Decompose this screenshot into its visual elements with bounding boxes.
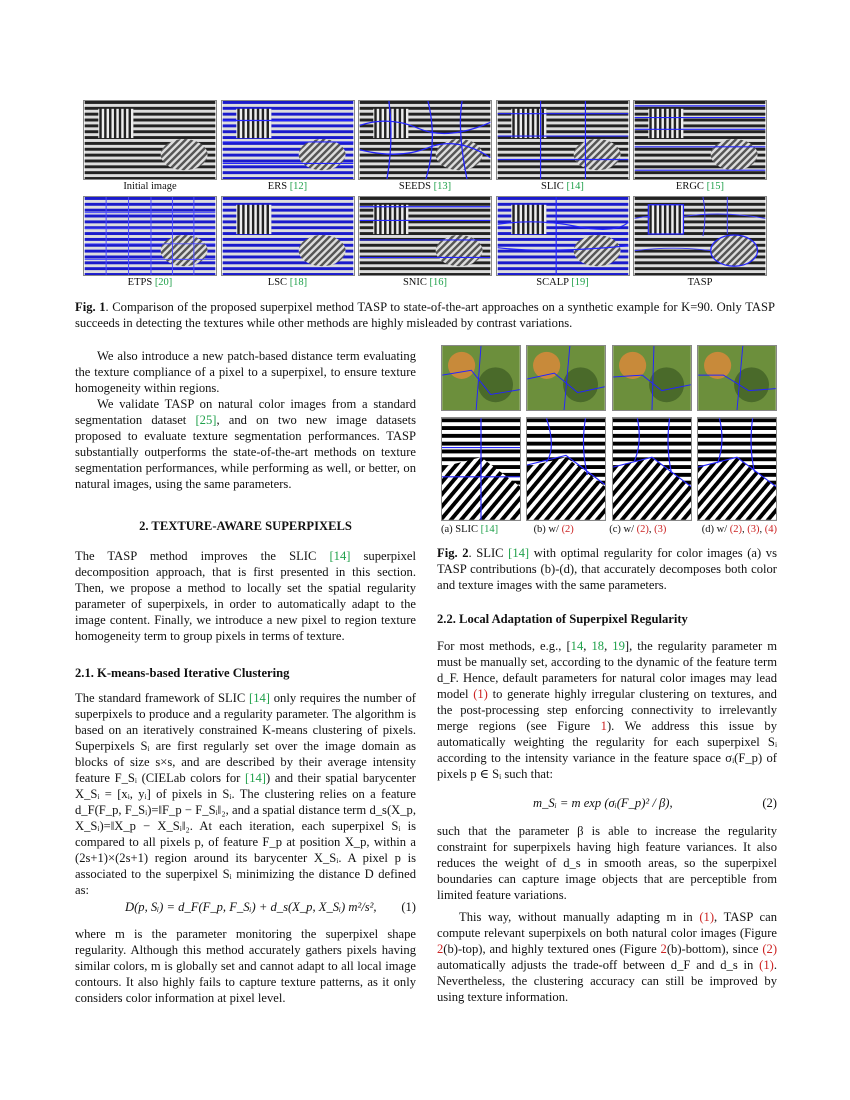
fig1-initial-image-cell: Initial image	[83, 100, 217, 195]
fig1-thumb-snic	[358, 196, 492, 276]
fig1-thumb-initial	[83, 100, 217, 180]
fig1-thumb-ers	[221, 100, 355, 180]
fig1-tasp-cell: TASP	[633, 196, 767, 291]
fig2-label-a: (a) SLIC [14]	[441, 524, 499, 535]
fig2-label-c: (c) w/ (2), (3)	[609, 524, 667, 535]
fig1-thumb-ergc	[633, 100, 767, 180]
equation-1-number: (1)	[401, 900, 416, 914]
subsection-2-1-heading: 2.1. K-means-based Iterative Clustering	[75, 666, 290, 680]
fig1-ers-cell: ERS [12]	[221, 100, 355, 195]
fig2-texture-c	[612, 417, 692, 521]
fig2-label-d: (d) w/ (2), (3), (4)	[701, 524, 777, 535]
fig2-natural-slic	[441, 345, 521, 411]
equation-1-body: D(p, Sᵢ) = d_F(F_p, F_Sᵢ) + d_s(X_p, X_Sᵢ) m²/s²,	[125, 900, 377, 914]
paragraph-beta: such that the parameter β is able to increase the regularity constraint for superpixels having high feature variances. It also reduces the weight of d_s in smooth areas, so the superpixel boundaries can capture image objects that are perceptible from limited feature variations.	[437, 824, 777, 902]
fig1-thumb-lsc	[221, 196, 355, 276]
figure-2	[441, 345, 777, 537]
figure-2-sublabels	[441, 523, 777, 537]
fig2-texture-b	[526, 417, 606, 521]
fig2-natural-b	[526, 345, 606, 411]
paragraph-intro-patch: We also introduce a new patch-based distance term evaluating the texture compliance of a pixel to a superpixel, to ensure texture homogeneity within regions.	[75, 349, 416, 395]
fig2-texture-slic	[441, 417, 521, 521]
fig1-thumb-etps	[83, 196, 217, 276]
fig2-texture-d	[697, 417, 777, 521]
fig1-lsc-cell: LSC [18]	[221, 196, 355, 291]
fig1-ergc-cell: ERGC [15]	[633, 100, 767, 195]
fig1-slic-cell: SLIC [14]	[496, 100, 630, 195]
figure-2-caption: Fig. 2. SLIC [14] with optimal regularity for color images (a) vs TASP contributions (b)-(d), that accurately decomposes both color and texture images with the same parameters.	[437, 546, 777, 592]
paragraph-kmeans: The standard framework of SLIC [14] only requires the number of superpixels to produce and a regularity parameter. The algorithm is based on an iteratively constrained K-means clustering of pixels. Superpixels Sᵢ are first regularly set over the image domain as blocks of size s×s, and are described by their average intensity feature F_Sᵢ (CIELab colors for [14]) and their spatial barycenter X_Sᵢ = [xᵢ, yᵢ] of pixels in Sᵢ. The clustering relies on a feature d_F(F_p, F_Sᵢ)=‖F_p − F_Sᵢ‖₂, and a spatial distance term d_s(X_p, X_Sᵢ)=‖X_p − X_Sᵢ‖₂. At each iteration, each superpixel Sᵢ is compared to all pixels p, of feature F_p at position X_p, within a (2s+1)×(2s+1) region around its barycenter X_Sᵢ. A pixel p is associated to the superpixel Sᵢ minimizing the distance D defined as:	[75, 691, 416, 897]
paragraph-intro-validate: We validate TASP on natural color images from a standard segmentation dataset [25], and on two new image datasets proposed to evaluate texture segmentation performances. TASP substantially outperforms the state-of-the-art methods on texture segmentation performances, while performing as well, or better, on natural images, using the same parameters.	[75, 397, 416, 491]
paragraph-this-way: This way, without manually adapting m in (1), TASP can compute relevant superpixels on both natural color images (Figure 2(b)-top), and highly textured ones (Figure 2(b)-bottom), since (2) automatically adjusts the trade-off between d_F and d_s in (1). Nevertheless, the clustering accuracy can still be improved by using texture information.	[437, 910, 778, 1004]
equation-2-body: m_Sᵢ = m exp (σᵢ(F_p)² / β),	[533, 796, 673, 810]
fig1-seeds-cell: SEEDS [13]	[358, 100, 492, 195]
paragraph-where-m: where m is the parameter monitoring the superpixel shape regularity. Although this method accurately gathers pixels having similar colors, m is globally set and cannot adapt to all local image contours. It also highly fails to capture texture patterns, as it only considers color information at pixel level.	[75, 927, 416, 1005]
section-2-heading: 2. TEXTURE-AWARE SUPERPIXELS	[139, 519, 352, 533]
figure-1-row-1	[83, 100, 767, 195]
fig1-thumb-scalp	[496, 196, 630, 276]
fig1-etps-cell: ETPS [20]	[83, 196, 217, 291]
figure-1-row-2	[83, 196, 767, 291]
equation-2-number: (2)	[762, 796, 777, 810]
fig1-thumb-seeds	[358, 100, 492, 180]
figure-2-row-texture	[441, 417, 777, 521]
fig1-thumb-slic	[496, 100, 630, 180]
figure-1	[83, 100, 767, 291]
left-column-top	[75, 348, 416, 492]
subsection-2-2-heading: 2.2. Local Adaptation of Superpixel Regularity	[437, 612, 688, 626]
figure-1-caption: Fig. 1. Comparison of the proposed superpixel method TASP to state-of-the-art approaches on a synthetic example for K=90. Only TASP succeeds in detecting the textures while other methods are highly misleaded by contrast variations.	[75, 300, 775, 330]
fig1-snic-cell: SNIC [16]	[358, 196, 492, 291]
fig1-thumb-tasp	[633, 196, 767, 276]
fig2-natural-d	[697, 345, 777, 411]
fig2-label-b: (b) w/ (2)	[533, 524, 574, 535]
fig1-scalp-cell: SCALP [19]	[496, 196, 630, 291]
paragraph-section-2-intro: The TASP method improves the SLIC [14] superpixel decomposition approach, that is first presented in this section. Then, we propose a method to locally set the spatial regularity parameter of superpixels, in order to automatically adapt to the image content. Finally, we introduce a new pixel to region texture homogeneity term to group pixels in terms of texture.	[75, 549, 416, 643]
fig2-natural-c	[612, 345, 692, 411]
equation-1	[75, 897, 416, 917]
equation-2	[437, 793, 777, 815]
figure-2-row-natural	[441, 345, 777, 411]
paragraph-regularity: For most methods, e.g., [14, 18, 19], the regularity parameter m must be manually set, according to the dynamic of the feature term d_F. Hence, default parameters for natural color images may lead model (1) to generate highly irregular clustering on textures, and the post-processing step enforcing connectivity to irrelevantly merge regions (see Figure 1). We address this issue by automatically weighting the regularity for each superpixel Sᵢ according to the intensity variance in the feature space σᵢ(F_p) of pixels p ∈ Sᵢ such that:	[437, 639, 778, 781]
